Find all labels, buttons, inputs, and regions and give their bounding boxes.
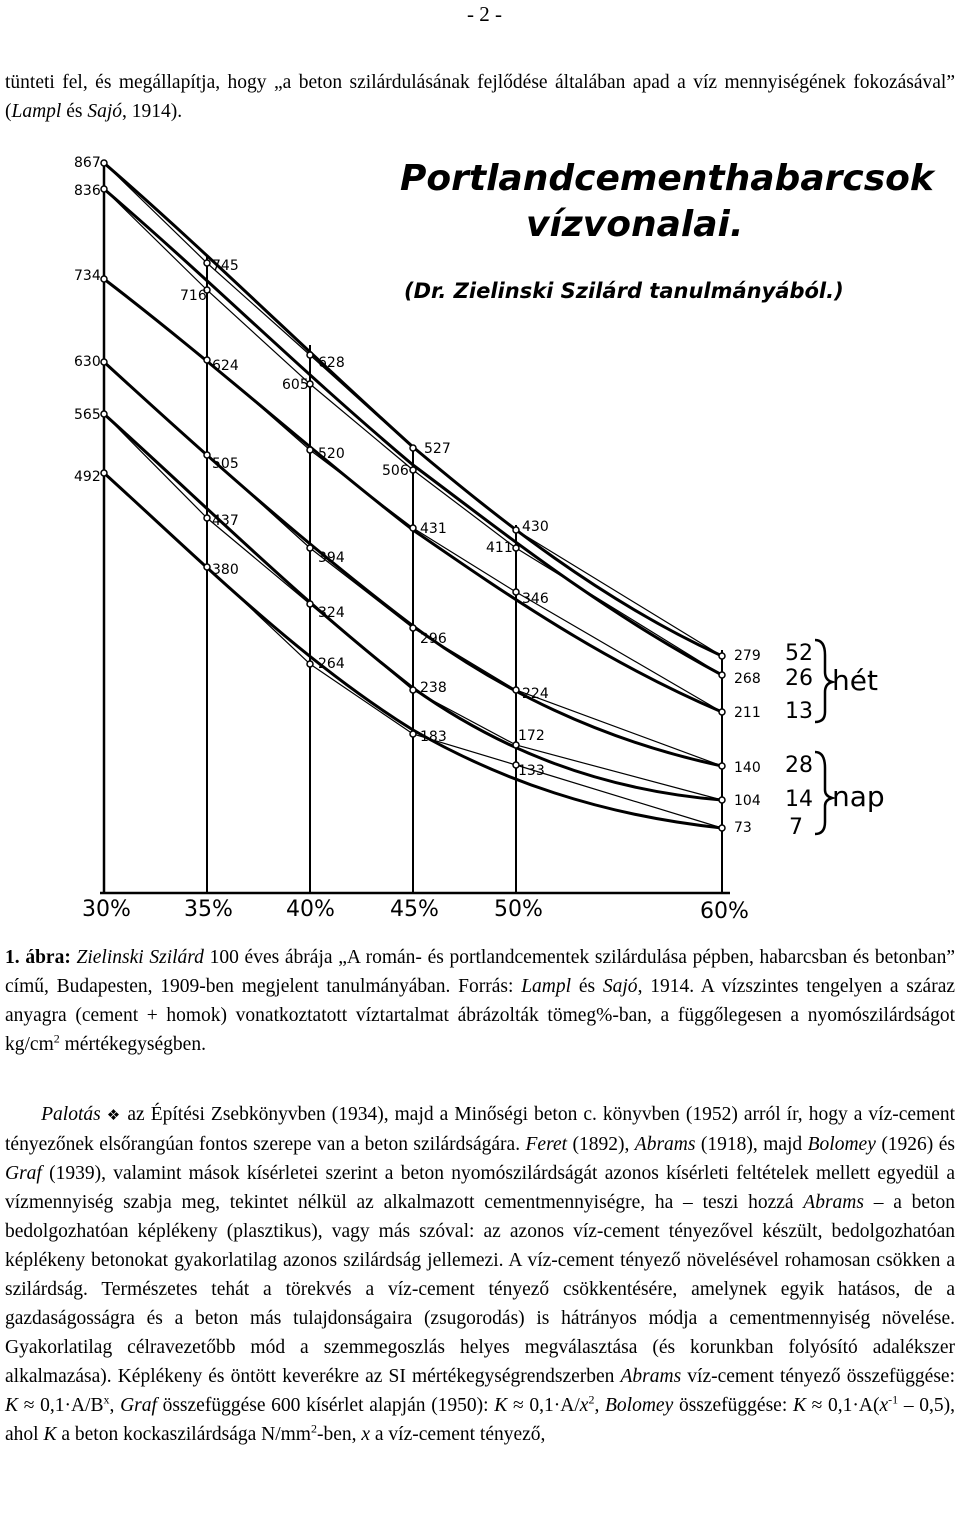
- x-tick-35: 35%: [184, 897, 233, 922]
- dot: [101, 160, 107, 166]
- label-624: 624: [212, 358, 239, 374]
- label-734: 734: [74, 268, 101, 284]
- diamond-icon: ❖: [106, 1106, 122, 1124]
- age-7: 7: [789, 815, 803, 840]
- label-172: 172: [518, 728, 545, 744]
- figure-caption: 1. ábra: Zielinski Szilárd 100 éves ábrája „A román- és portlandcementek szilárdulása pépben, habarcsban és betonban” című, Budapesten, 1909-ben megjelent tanulmányában. Forrás: Lampl és Sajó, 1914. A vízszintes tengelyen a száraz anyagra (cement + homok) vonatkoztatott víztartalmat ábrázolták tömeg%-ban, a függőlegesen a nyomószilárdságot $kg/cm^2$ mértékegységben.: [5, 947, 956, 1055]
- x-tick-50: 50%: [494, 897, 543, 922]
- dot: [204, 564, 210, 570]
- dot: [101, 186, 107, 192]
- label-716: 716: [180, 288, 207, 304]
- age-13: 13: [785, 699, 813, 724]
- label-238: 238: [420, 680, 447, 696]
- intro-paragraph: tünteti fel, és megállapítja, hogy „a beton szilárdulásának fejlődése általában apad a víz mennyiségének fokozásával” (Lampl és Sajó, 1914).: [5, 72, 955, 122]
- dot: [101, 359, 107, 365]
- dot: [204, 357, 210, 363]
- figure-title-1: Portlandcementhabarcsok: [400, 158, 934, 199]
- dot: [307, 352, 313, 358]
- label-520: 520: [318, 446, 345, 462]
- dot: [307, 601, 313, 607]
- dot: [719, 709, 725, 715]
- dot: [204, 452, 210, 458]
- dot: [410, 467, 416, 473]
- label-630: 630: [74, 354, 101, 370]
- label-380: 380: [212, 562, 239, 578]
- dot: [410, 731, 416, 737]
- dot: [719, 672, 725, 678]
- label-224: 224: [522, 686, 549, 702]
- figure-title-2: vízvonalai.: [526, 204, 744, 245]
- dot: [719, 825, 725, 831]
- label-745: 745: [212, 258, 239, 274]
- label-73: 73: [734, 820, 752, 836]
- label-346: 346: [522, 591, 549, 607]
- label-133: 133: [518, 763, 545, 779]
- label-nap: nap: [832, 780, 885, 813]
- dot: [410, 525, 416, 531]
- dot: [513, 527, 519, 533]
- label-het: hét: [832, 664, 878, 697]
- age-26: 26: [785, 666, 813, 691]
- page-number: - 2 -: [467, 2, 502, 26]
- age-14: 14: [785, 787, 813, 812]
- label-104: 104: [734, 793, 761, 809]
- dot: [101, 276, 107, 282]
- label-431: 431: [420, 521, 447, 537]
- dot: [513, 687, 519, 693]
- label-836: 836: [74, 183, 101, 199]
- label-565: 565: [74, 407, 101, 423]
- label-211: 211: [734, 705, 761, 721]
- label-268: 268: [734, 671, 761, 687]
- label-296: 296: [420, 631, 447, 647]
- label-140: 140: [734, 760, 761, 776]
- dot: [307, 661, 313, 667]
- age-28: 28: [785, 753, 813, 778]
- label-279: 279: [734, 648, 761, 664]
- x-tick-40: 40%: [286, 897, 335, 922]
- label-437: 437: [212, 513, 239, 529]
- label-264: 264: [318, 656, 345, 672]
- label-867: 867: [74, 155, 101, 171]
- label-492: 492: [74, 469, 101, 485]
- label-628: 628: [318, 355, 345, 371]
- dot: [719, 653, 725, 659]
- dot: [410, 445, 416, 451]
- x-tick-60: 60%: [700, 899, 749, 924]
- dot: [204, 260, 210, 266]
- dot: [101, 411, 107, 417]
- zielinski-figure: [0, 140, 960, 930]
- age-52: 52: [785, 641, 813, 666]
- dot: [101, 470, 107, 476]
- bracket-het: [815, 640, 832, 722]
- dot: [307, 447, 313, 453]
- dot: [410, 625, 416, 631]
- bracket-nap: [815, 752, 832, 834]
- dot: [410, 687, 416, 693]
- label-411: 411: [486, 540, 513, 556]
- dot: [719, 797, 725, 803]
- x-tick-30: 30%: [82, 897, 131, 922]
- label-505: 505: [212, 456, 239, 472]
- label-430: 430: [522, 519, 549, 535]
- label-605: 605: [282, 377, 309, 393]
- dot: [719, 763, 725, 769]
- dot: [513, 545, 519, 551]
- label-183: 183: [420, 729, 447, 745]
- label-527: 527: [424, 441, 451, 457]
- body-paragraph: Palotás ❖ az Építési Zsebkönyvben (1934), majd a Minőségi beton c. könyvben (1952) arról ír, hogy a víz-cement tényezőnek elsőrangúan fontos szerepe van a beton szilárdságára. Feret (1892), Abrams (1918), majd Bolomey (1926) és Graf (1939), valamint mások kísérletei szerint a beton nyomószilárdságát azonos kísérleti feltételek mellett egyedül a vízmennyiség szabja meg, tekintet nélkül az alkalmazott cementmennyiségre, ha – teszi hozzá Abrams – a beton bedolgozhatóan képlékeny (plasztikus), vagy más szóval: az azonos víz-cement tényezővel készült, bedolgozhatóan képlékeny betonokat gyakorlatilag azonos szilárdság jellemezi. A víz-cement tényező növelésével rohamosan csökken a szilárdság. Természetes tehát a törekvés a víz-cement tényező csökkentésére, amelynek egyik hatásos, de a gazdaságosságra és a beton más tulajdonságaira (zsugorodás) is hátrányos módja a cementmennyiség növelése. Gyakorlatilag célravezetőbb mód a szemmegoszlás helyes megválasztása (és korunkban folyósító adalékszer alkalmazása). Képlékeny és öntött keverékre az SI mértékegységrendszerben Abrams víz-cement tényező összefüggése: $K \approx 0,1\cdot A/B^x$, Graf összefüggése 600 kísérlet alapján (1950): $K \approx 0,1\cdot A/x^2$, Bolomey összefüggése: $K \approx 0,1\cdot A(x^{-1} - 0,5)$, ahol K a beton kockaszilárdsága $N/mm^2$-ben, x a víz-cement tényező,: [5, 1104, 956, 1445]
- dot: [204, 515, 210, 521]
- label-394: 394: [318, 550, 345, 566]
- x-tick-45: 45%: [390, 897, 439, 922]
- dot: [307, 545, 313, 551]
- label-324: 324: [318, 605, 345, 621]
- figure-subtitle: (Dr. Zielinski Szilárd tanulmányából.): [404, 279, 844, 303]
- dot: [513, 589, 519, 595]
- label-506: 506: [382, 463, 409, 479]
